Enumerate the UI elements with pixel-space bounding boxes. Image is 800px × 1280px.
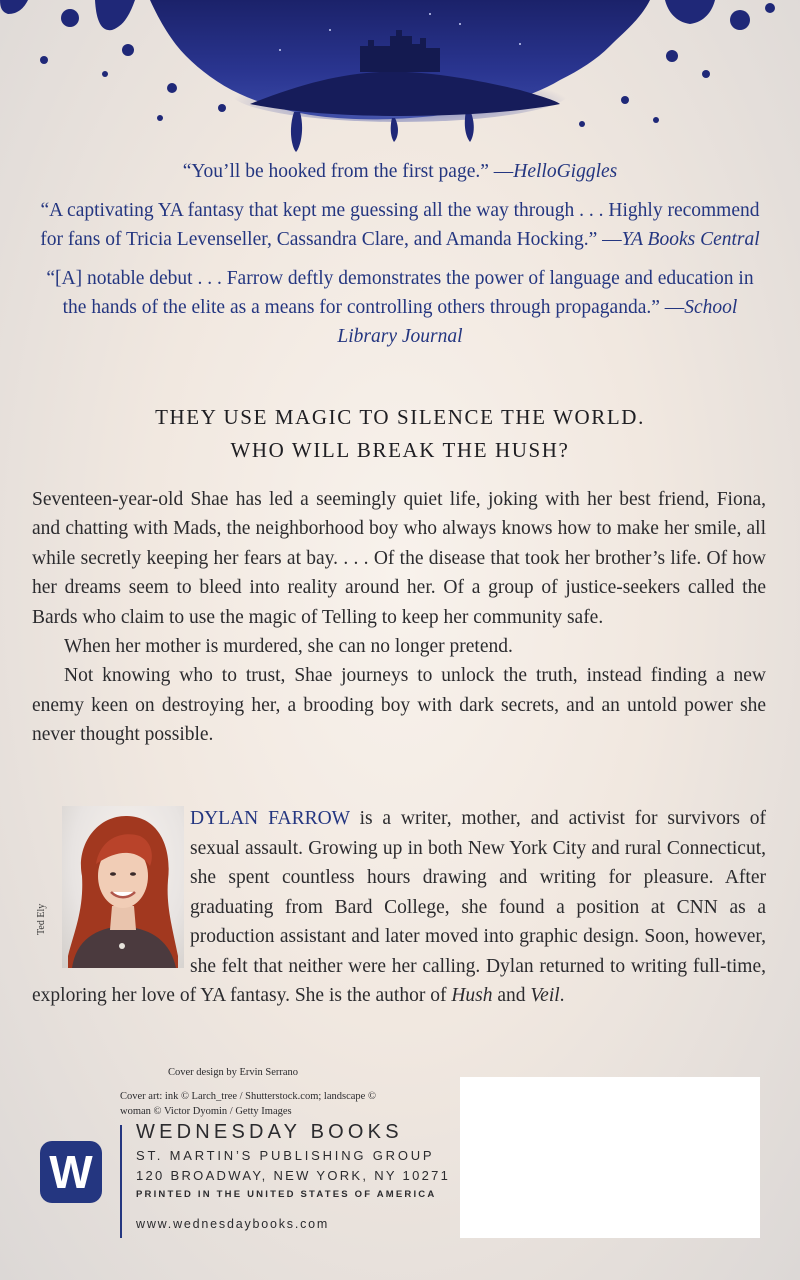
bio-text: is a writer, mother, and activist for survivors of sexual assault. Growing up in both New York City and rural Connecticut, she spent countless hours drawing and writing for pleasure. After graduating from Bard College, she found a position at CNN as a production assistant and later moved into graphic design. Soon, however, she felt that neither were her calling. Dylan returned to writing full-time, exploring her love of YA fantasy. She is the author of [32,808,766,1006]
blurb-quote: “You’ll be hooked from the first page.” — [182,161,514,182]
blurb-hellogiggles [40,157,760,186]
wednesday-books-w-logo [40,1141,102,1203]
blurb-source: YA Books Central [621,229,760,250]
publisher-info [136,1120,450,1234]
cover-design-credit: Cover design by Ervin Serrano [168,1067,299,1078]
publisher-name: WEDNESDAY BOOKS [136,1121,403,1143]
author-name: DYLAN FARROW [190,808,350,829]
review-blurbs [40,157,760,361]
blurb-school-library-journal [40,264,760,351]
blurb-source: School Library Journal [337,297,738,347]
tagline-line-1: THEY USE MAGIC TO SILENCE THE WORLD. [155,405,645,429]
book-summary [32,485,766,750]
bio-and: and [492,985,531,1006]
author-bio [32,804,766,1011]
summary-paragraph-3: Not knowing who to trust, Shae journeys to unlock the truth, instead finding a new enemy keen on destroying her, a brooding boy with dark secrets, and an untold power she never thought possible. [32,665,766,746]
publisher-divider [120,1125,122,1238]
tagline-headline [40,401,760,467]
printed-in-usa: PRINTED IN THE UNITED STATES OF AMERICA [136,1189,437,1200]
bio-photo-spacer [32,804,190,976]
publisher-group: ST. MARTIN’S PUBLISHING GROUP [136,1148,435,1163]
blurb-quote: “A captivating YA fantasy that kept me guessing all the way through . . . Highly recommend for fans of Tricia Levenseller, Cassandra Clare, and Amanda Hocking.” — [40,200,760,250]
summary-paragraph-2: When her mother is murdered, she can no longer pretend. [64,636,513,658]
publisher-block [40,1120,460,1250]
photo-credit: Ted Ely [36,903,47,935]
cover-credits [120,1065,380,1120]
barcode-area [460,1077,760,1238]
book-title-veil: Veil [530,985,560,1006]
logo-letter: W [49,1146,93,1198]
bio-end: . [559,985,565,1006]
summary-paragraph-1: Seventeen-year-old Shae has led a seemingly quiet life, joking with her best friend, Fiona, and chatting with Mads, the neighborhood boy who always knows how to make her smile, all while secretly keeping her fears at bay. . . . Of the disease that took her brother’s life. Of how her dreams seem to bleed into reality around her. Of a group of justice-seekers called the Bards who claim to use the magic of Telling to keep her community safe. [32,489,766,628]
cover-art-credit: Cover art: ink © Larch_tree / Shutterstock.com; landscape © woman © Victor Dyomin / Getty Images [120,1090,376,1117]
blurb-ya-books-central [40,196,760,254]
publisher-website: www.wednesdaybooks.com [136,1217,330,1231]
blurb-quote: “[A] notable debut . . . Farrow deftly demonstrates the power of language and education in the hands of the elite as a means for controlling others through propaganda.” — [46,268,754,318]
tagline-line-2: WHO WILL BREAK THE HUSH? [230,438,570,462]
publisher-address: 120 BROADWAY, NEW YORK, NY 10271 [136,1168,451,1183]
blurb-source: HelloGiggles [513,161,618,182]
book-title-hush: Hush [451,985,493,1006]
ink-splash-castle-illustration [0,0,800,160]
